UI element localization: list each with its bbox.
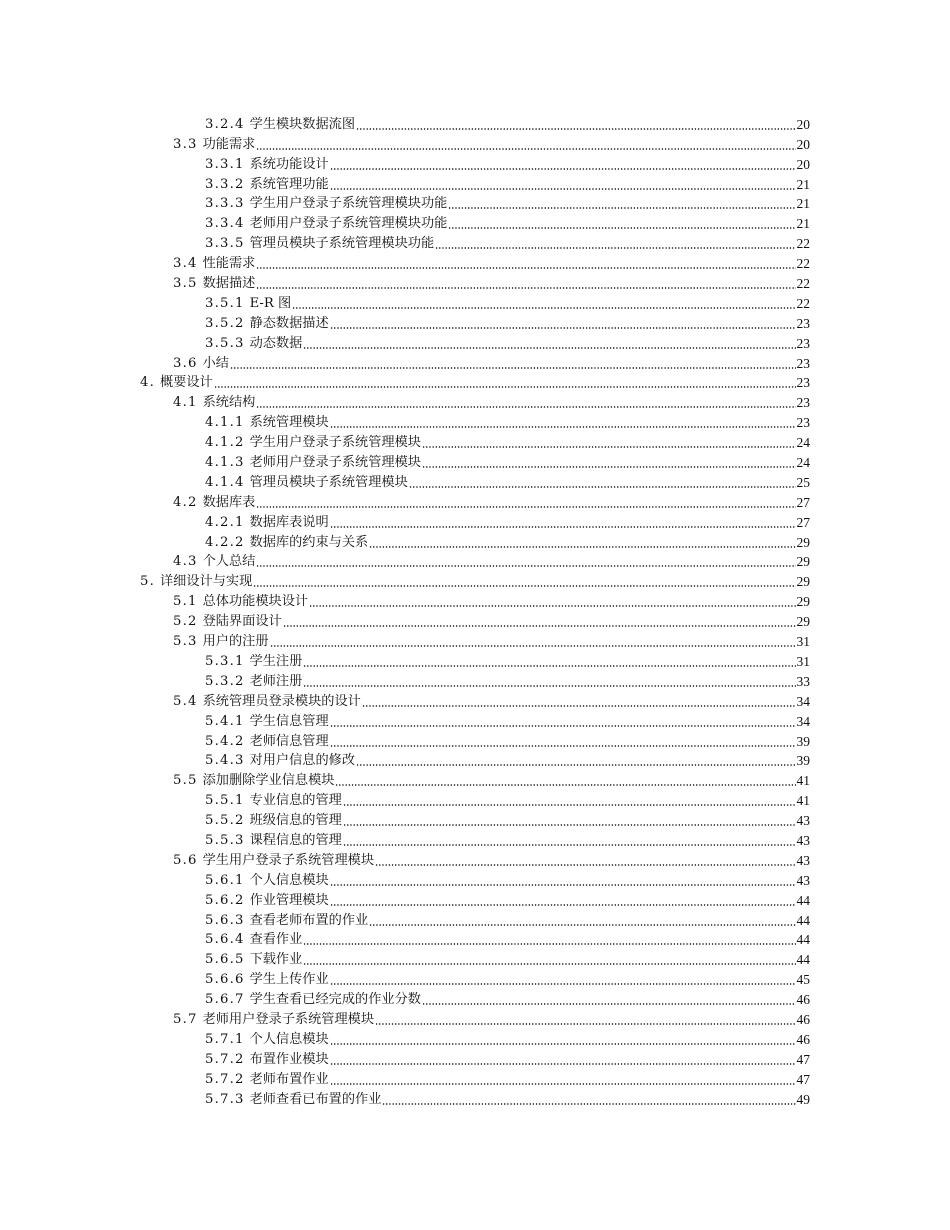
toc-dot-leader <box>253 585 795 587</box>
toc-dot-leader <box>448 227 795 229</box>
toc-entry-number: 4.1.2 <box>205 435 245 451</box>
toc-entry-page-number: 31 <box>796 653 810 669</box>
toc-entry-number: 3.3.3 <box>205 196 245 212</box>
toc-entry-number: 5.5.3 <box>205 832 245 848</box>
toc-entry-title: 数据库的约束与关系 <box>249 534 369 550</box>
toc-dot-leader <box>256 267 795 269</box>
toc-entry-title: 系统管理模块 <box>249 415 329 431</box>
toc-entry-title: 布置作业模块 <box>249 1051 329 1067</box>
toc-dot-leader <box>335 784 795 786</box>
toc-entry-number: 5.2 <box>173 614 198 630</box>
toc-entry-number: 3.5.2 <box>205 315 245 331</box>
toc-entry-number: 5.6 <box>173 852 198 868</box>
toc-entry-number: 3.3.4 <box>205 216 245 232</box>
toc-entry-page-number: 21 <box>796 196 810 212</box>
toc-entry-page-number: 46 <box>796 1011 810 1027</box>
toc-entry[interactable] <box>0 272 950 292</box>
toc-entry[interactable] <box>0 292 950 312</box>
toc-entry-page-number: 47 <box>796 1071 810 1087</box>
toc-entry[interactable] <box>0 252 950 272</box>
toc-dot-leader <box>356 764 795 766</box>
toc-entry-number: 4.2.2 <box>205 534 245 550</box>
toc-entry-page-number: 20 <box>796 156 810 172</box>
toc-dot-leader <box>330 327 796 329</box>
toc-dot-leader <box>230 367 796 369</box>
toc-entry[interactable] <box>0 849 950 869</box>
toc-entry[interactable] <box>0 312 950 332</box>
toc-entry[interactable] <box>0 1048 950 1068</box>
toc-entry-number: 4.2 <box>173 494 198 510</box>
toc-entry-page-number: 29 <box>796 574 810 590</box>
toc-entry[interactable] <box>0 789 950 809</box>
toc-dot-leader <box>256 565 795 567</box>
toc-dot-leader <box>303 963 795 965</box>
toc-entry-title: 老师信息管理 <box>249 733 329 749</box>
toc-entry-number: 3.3.1 <box>205 156 245 172</box>
toc-entry-number: 4.1 <box>173 395 198 411</box>
table-of-contents <box>0 113 950 1108</box>
toc-entry-title: 老师注册 <box>249 673 303 689</box>
toc-dot-leader <box>356 128 795 130</box>
toc-entry-page-number: 39 <box>796 733 810 749</box>
toc-entry-page-number: 22 <box>796 295 810 311</box>
toc-entry[interactable] <box>0 909 950 929</box>
toc-entry-number: 4.1.1 <box>205 415 245 431</box>
toc-entry-title: 学生注册 <box>249 653 303 669</box>
toc-entry-title: 静态数据描述 <box>249 315 329 331</box>
toc-entry-number: 5.5.2 <box>205 813 245 829</box>
toc-entry[interactable] <box>0 1068 950 1088</box>
toc-entry[interactable] <box>0 968 950 988</box>
toc-entry-title: 登陆界面设计 <box>202 614 282 630</box>
toc-entry-number: 5.1 <box>173 594 198 610</box>
toc-dot-leader <box>330 426 796 428</box>
toc-entry-number: 5.4 <box>173 693 198 709</box>
toc-entry-page-number: 39 <box>796 753 810 769</box>
toc-entry-title: 总体功能模块设计 <box>202 594 309 610</box>
toc-entry[interactable] <box>0 670 950 690</box>
toc-entry[interactable] <box>0 551 950 571</box>
toc-entry[interactable] <box>0 590 950 610</box>
toc-entry-page-number: 34 <box>796 713 810 729</box>
toc-entry-page-number: 44 <box>796 892 810 908</box>
toc-entry-page-number: 44 <box>796 912 810 928</box>
toc-entry-title: 动态数据 <box>249 335 303 351</box>
toc-entry-title: 课程信息的管理 <box>249 832 342 848</box>
toc-entry-number: 5.6.5 <box>205 952 245 968</box>
toc-entry-title: 系统结构 <box>202 395 256 411</box>
toc-entry-title: 对用户信息的修改 <box>249 753 356 769</box>
toc-entry-number: 5.7.2 <box>205 1051 245 1067</box>
toc-entry-number: 3.3 <box>173 136 198 152</box>
toc-entry-title: 学生上传作业 <box>249 972 329 988</box>
toc-entry[interactable] <box>0 630 950 650</box>
toc-entry-title: 学生查看已经完成的作业分数 <box>249 992 421 1008</box>
toc-entry-page-number: 22 <box>796 256 810 272</box>
toc-entry[interactable] <box>0 352 950 372</box>
toc-entry-number: 4.1.4 <box>205 474 245 490</box>
toc-entry-title: 数据库表 <box>202 494 256 510</box>
toc-entry[interactable] <box>0 531 950 551</box>
toc-dot-leader <box>435 247 795 249</box>
toc-entry-title: 查看老师布置的作业 <box>249 912 369 928</box>
toc-dot-leader <box>214 386 796 388</box>
toc-dot-leader <box>343 824 796 826</box>
toc-entry-page-number: 23 <box>796 375 810 391</box>
toc-entry-title: 个人信息模块 <box>249 872 329 888</box>
toc-entry-number: 4.1.3 <box>205 455 245 471</box>
toc-entry-page-number: 43 <box>796 872 810 888</box>
toc-entry-page-number: 31 <box>796 634 810 650</box>
toc-entry-page-number: 24 <box>796 455 810 471</box>
toc-dot-leader <box>375 864 795 866</box>
toc-entry-number: 5. <box>140 574 155 590</box>
toc-dot-leader <box>303 347 795 349</box>
toc-entry-number: 3.5 <box>173 276 198 292</box>
toc-entry-page-number: 43 <box>796 832 810 848</box>
toc-entry[interactable] <box>0 511 950 531</box>
toc-entry-title: 学生用户登录子系统管理模块 <box>249 435 421 451</box>
toc-entry-title: 数据库表说明 <box>249 514 329 530</box>
toc-entry-title: 老师查看已布置的作业 <box>249 1091 382 1107</box>
toc-entry-page-number: 43 <box>796 813 810 829</box>
toc-entry-page-number: 22 <box>796 276 810 292</box>
toc-entry-number: 5.5.1 <box>205 793 245 809</box>
toc-entry-title: 管理员模块子系统管理模块功能 <box>249 236 435 252</box>
toc-entry-number: 5.6.2 <box>205 892 245 908</box>
toc-entry-page-number: 21 <box>796 176 810 192</box>
toc-dot-leader <box>330 1083 796 1085</box>
toc-entry-title: 下载作业 <box>249 952 303 968</box>
toc-entry-title: 学生用户登录子系统管理模块 <box>202 852 375 868</box>
toc-entry[interactable] <box>0 948 950 968</box>
toc-entry[interactable] <box>0 690 950 710</box>
toc-entry-page-number: 46 <box>796 1031 810 1047</box>
toc-entry-number: 3.6 <box>173 355 198 371</box>
toc-entry[interactable] <box>0 391 950 411</box>
toc-entry[interactable] <box>0 173 950 193</box>
toc-dot-leader <box>330 526 796 528</box>
toc-dot-leader <box>343 844 796 846</box>
toc-dot-leader <box>256 148 795 150</box>
toc-dot-leader <box>375 1023 795 1025</box>
toc-dot-leader <box>330 884 796 886</box>
toc-entry[interactable] <box>0 491 950 511</box>
toc-entry[interactable] <box>0 332 950 352</box>
toc-entry[interactable] <box>0 988 950 1008</box>
toc-entry-page-number: 43 <box>796 852 810 868</box>
toc-dot-leader <box>330 745 796 747</box>
toc-entry-title: E-R 图 <box>249 295 292 311</box>
toc-entry-title: 老师用户登录子系统管理模块 <box>249 455 421 471</box>
toc-entry-title: 添加删除学业信息模块 <box>202 773 335 789</box>
toc-entry-page-number: 24 <box>796 435 810 451</box>
toc-entry-number: 5.6.1 <box>205 872 245 888</box>
toc-entry-page-number: 44 <box>796 952 810 968</box>
toc-entry[interactable] <box>0 889 950 909</box>
toc-entry-number: 3.5.1 <box>205 295 245 311</box>
toc-entry-page-number: 23 <box>796 315 810 331</box>
toc-entry-page-number: 46 <box>796 992 810 1008</box>
toc-entry-number: 5.6.4 <box>205 932 245 948</box>
toc-dot-leader <box>422 446 796 448</box>
toc-dot-leader <box>362 705 796 707</box>
toc-entry-title: 数据描述 <box>202 276 256 292</box>
toc-entry-page-number: 29 <box>796 554 810 570</box>
toc-entry[interactable] <box>0 153 950 173</box>
toc-entry-number: 3.4 <box>173 256 198 272</box>
toc-entry[interactable] <box>0 1028 950 1048</box>
toc-entry-page-number: 41 <box>796 793 810 809</box>
toc-entry[interactable] <box>0 232 950 252</box>
toc-entry[interactable] <box>0 769 950 789</box>
toc-entry[interactable] <box>0 372 950 392</box>
toc-entry-title: 学生模块数据流图 <box>249 116 356 132</box>
toc-dot-leader <box>422 1003 796 1005</box>
toc-entry[interactable] <box>0 1088 950 1108</box>
toc-dot-leader <box>369 924 795 926</box>
toc-dot-leader <box>303 943 795 945</box>
toc-dot-leader <box>270 645 796 647</box>
toc-entry-number: 5.3 <box>173 634 198 650</box>
toc-entry[interactable] <box>0 113 950 133</box>
toc-entry-page-number: 20 <box>796 136 810 152</box>
toc-entry-number: 5.4.3 <box>205 753 245 769</box>
toc-entry-page-number: 23 <box>796 395 810 411</box>
toc-dot-leader <box>330 1043 796 1045</box>
toc-dot-leader <box>309 605 795 607</box>
toc-dot-leader <box>409 486 796 488</box>
toc-entry-number: 3.2.4 <box>205 116 245 132</box>
toc-entry-page-number: 47 <box>796 1051 810 1067</box>
toc-entry-title: 老师布置作业 <box>249 1071 329 1087</box>
toc-dot-leader <box>343 804 796 806</box>
toc-dot-leader <box>382 1103 795 1105</box>
toc-entry[interactable] <box>0 730 950 750</box>
toc-entry-page-number: 23 <box>796 415 810 431</box>
toc-entry-number: 5.7.1 <box>205 1031 245 1047</box>
toc-entry-title: 概要设计 <box>159 375 213 391</box>
toc-entry-title: 系统管理功能 <box>249 176 329 192</box>
toc-entry[interactable] <box>0 809 950 829</box>
toc-dot-leader <box>330 188 796 190</box>
toc-dot-leader <box>330 983 796 985</box>
toc-entry-number: 3.5.3 <box>205 335 245 351</box>
toc-entry[interactable] <box>0 570 950 590</box>
toc-entry-number: 5.4.2 <box>205 733 245 749</box>
toc-entry-page-number: 29 <box>796 614 810 630</box>
toc-entry-number: 3.3.2 <box>205 176 245 192</box>
toc-entry[interactable] <box>0 929 950 949</box>
toc-entry-page-number: 33 <box>796 673 810 689</box>
toc-dot-leader <box>330 1063 796 1065</box>
toc-entry-number: 5.7.2 <box>205 1071 245 1087</box>
toc-dot-leader <box>256 287 795 289</box>
toc-entry[interactable] <box>0 411 950 431</box>
toc-entry-title: 作业管理模块 <box>249 892 329 908</box>
toc-entry-number: 5.6.6 <box>205 972 245 988</box>
toc-entry[interactable] <box>0 750 950 770</box>
toc-dot-leader <box>330 168 796 170</box>
toc-entry-number: 4. <box>140 375 155 391</box>
toc-entry-title: 管理员模块子系统管理模块 <box>249 474 408 490</box>
toc-entry-number: 5.5 <box>173 773 198 789</box>
toc-entry[interactable] <box>0 212 950 232</box>
toc-entry-title: 系统管理员登录模块的设计 <box>202 693 361 709</box>
toc-dot-leader <box>369 546 795 548</box>
toc-entry-number: 4.2.1 <box>205 514 245 530</box>
toc-entry-number: 4.3 <box>173 554 198 570</box>
toc-entry-title: 学生信息管理 <box>249 713 329 729</box>
toc-dot-leader <box>256 406 795 408</box>
toc-entry-number: 5.4.1 <box>205 713 245 729</box>
toc-entry-number: 5.6.3 <box>205 912 245 928</box>
toc-dot-leader <box>303 685 795 687</box>
toc-entry[interactable] <box>0 829 950 849</box>
toc-dot-leader <box>330 725 796 727</box>
toc-entry-number: 5.7 <box>173 1011 198 1027</box>
toc-entry-page-number: 23 <box>796 335 810 351</box>
toc-entry[interactable] <box>0 133 950 153</box>
toc-entry-title: 用户的注册 <box>202 634 269 650</box>
toc-entry-number: 5.3.1 <box>205 653 245 669</box>
toc-dot-leader <box>256 506 795 508</box>
toc-entry-title: 老师用户登录子系统管理模块功能 <box>249 216 448 232</box>
toc-entry-title: 功能需求 <box>202 136 256 152</box>
toc-entry-title: 详细设计与实现 <box>159 574 253 590</box>
toc-entry-title: 个人总结 <box>202 554 256 570</box>
toc-dot-leader <box>283 625 796 627</box>
toc-entry-title: 性能需求 <box>202 256 256 272</box>
toc-entry-page-number: 29 <box>796 594 810 610</box>
toc-entry[interactable] <box>0 431 950 451</box>
toc-dot-leader <box>330 904 796 906</box>
toc-entry-title: 查看作业 <box>249 932 303 948</box>
toc-dot-leader <box>303 665 795 667</box>
toc-entry-number: 3.3.5 <box>205 236 245 252</box>
toc-entry-title: 系统功能设计 <box>249 156 329 172</box>
toc-dot-leader <box>448 207 795 209</box>
toc-entry-title: 个人信息模块 <box>249 1031 329 1047</box>
toc-entry[interactable] <box>0 869 950 889</box>
toc-entry-page-number: 49 <box>796 1091 810 1107</box>
toc-entry-page-number: 27 <box>796 514 810 530</box>
toc-entry-page-number: 45 <box>796 972 810 988</box>
toc-entry-title: 学生用户登录子系统管理模块功能 <box>249 196 448 212</box>
toc-entry-page-number: 25 <box>796 474 810 490</box>
toc-entry-title: 老师用户登录子系统管理模块 <box>202 1011 375 1027</box>
toc-entry-page-number: 21 <box>796 216 810 232</box>
toc-entry-number: 5.3.2 <box>205 673 245 689</box>
toc-entry-page-number: 44 <box>796 932 810 948</box>
toc-entry-page-number: 23 <box>796 355 810 371</box>
toc-entry-title: 专业信息的管理 <box>249 793 342 809</box>
toc-entry[interactable] <box>0 610 950 630</box>
toc-entry-page-number: 41 <box>796 773 810 789</box>
toc-entry[interactable] <box>0 1008 950 1028</box>
toc-entry-page-number: 22 <box>796 236 810 252</box>
toc-entry-page-number: 34 <box>796 693 810 709</box>
toc-dot-leader <box>422 466 796 468</box>
toc-entry-title: 小结 <box>202 355 229 371</box>
toc-entry-title: 班级信息的管理 <box>249 813 342 829</box>
toc-entry-page-number: 29 <box>796 534 810 550</box>
toc-entry[interactable] <box>0 451 950 471</box>
toc-entry[interactable] <box>0 471 950 491</box>
toc-entry-number: 5.6.7 <box>205 992 245 1008</box>
toc-entry[interactable] <box>0 710 950 730</box>
toc-entry-page-number: 27 <box>796 494 810 510</box>
toc-entry[interactable] <box>0 650 950 670</box>
toc-dot-leader <box>292 307 795 309</box>
toc-entry[interactable] <box>0 193 950 213</box>
toc-entry-page-number: 20 <box>796 116 810 132</box>
toc-entry-number: 5.7.3 <box>205 1091 245 1107</box>
